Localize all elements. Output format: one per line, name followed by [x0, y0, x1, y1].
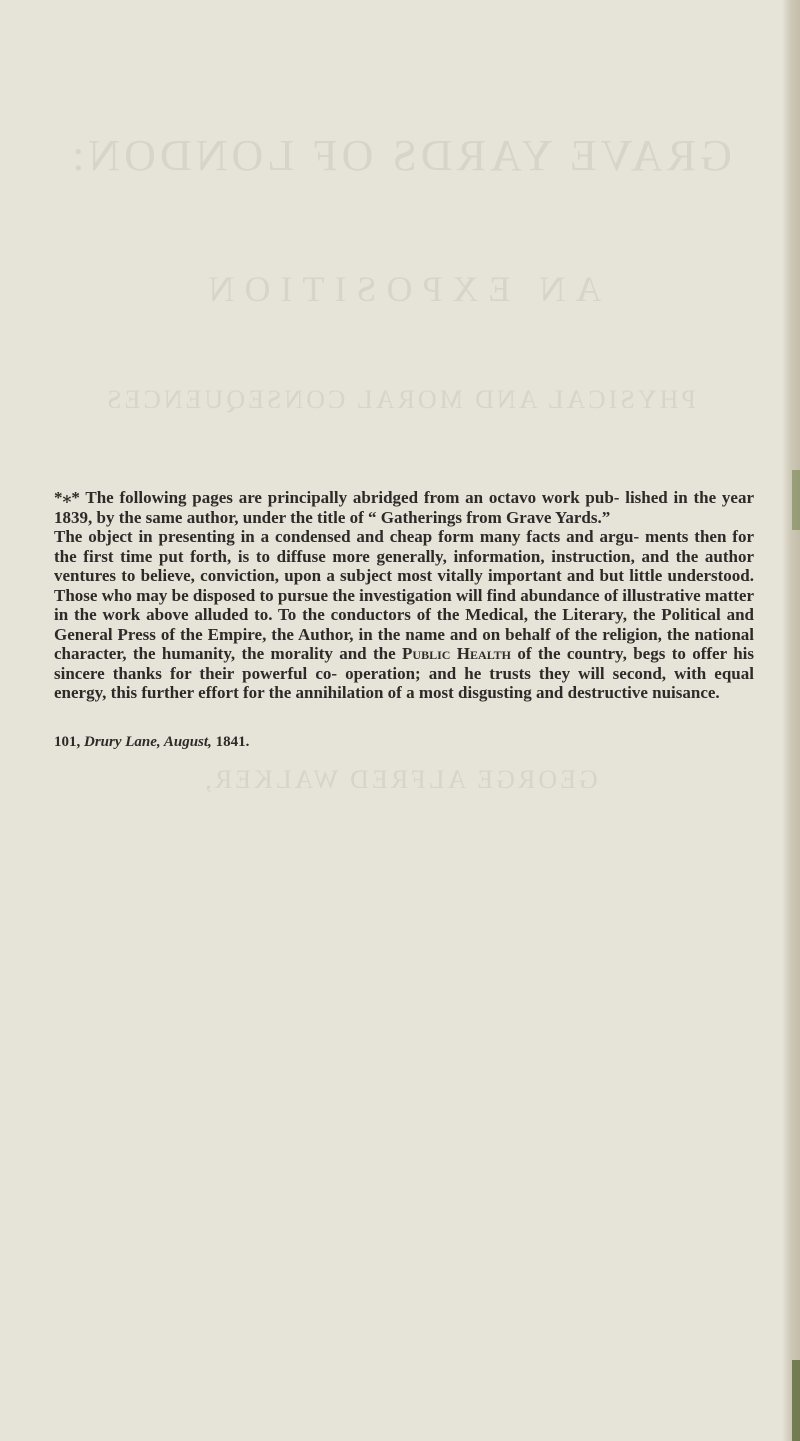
note-paragraph-1: *⁎* The following pages are principally abridged from an octavo work pub- lished in the year 1839, by the same author, under the title of “ Gatherings from Grave Yards.” — [54, 488, 754, 527]
bleed-through-text: GEORGE ALFRED WALKER, — [202, 765, 598, 794]
signature-year: 1841. — [215, 733, 250, 750]
bleed-through-text: PHYSICAL AND MORAL CONSEQUENCES — [104, 385, 696, 414]
binding-shadow — [792, 1360, 800, 1441]
note-paragraph-2-end: of the country, begs to offer his sincere thanks for their powerful co- operation; and he trusts they will second, with equal energy, this further effort for the annihilation of a most disgusting and destructive nuisance. — [54, 644, 754, 702]
note-paragraph-2-start: The object in presenting in a condensed and cheap form many facts and argu- ments then for the first time put forth, is to diffuse more generally, information, instruction, and the author ventures to believe, conviction, upon a subject most vitally important and but little understood. Those who may be disposed to pursue the investigation will find abundance of illustrative matter in the work above alluded to. To the conductors of the Medical, the Literary, the Political and General Press of the Empire, the Author, in the name and on behalf of the religion, the national character, the humanity, the morality and the — [54, 527, 754, 663]
public-health-smallcaps: Public Health — [402, 644, 511, 663]
note-paragraph-2 — [54, 527, 754, 703]
signature-line — [54, 734, 754, 751]
signature-number: 101, — [54, 733, 81, 750]
binding-shadow — [792, 470, 800, 530]
bleed-through-text: GRAVE YARDS OF LONDON: — [68, 131, 732, 180]
page-binding-edge — [782, 0, 800, 1441]
signature-place: Drury Lane, August, — [84, 733, 212, 750]
prefatory-note — [54, 488, 754, 751]
bleed-through-text: AN EXPOSITION — [198, 269, 602, 309]
